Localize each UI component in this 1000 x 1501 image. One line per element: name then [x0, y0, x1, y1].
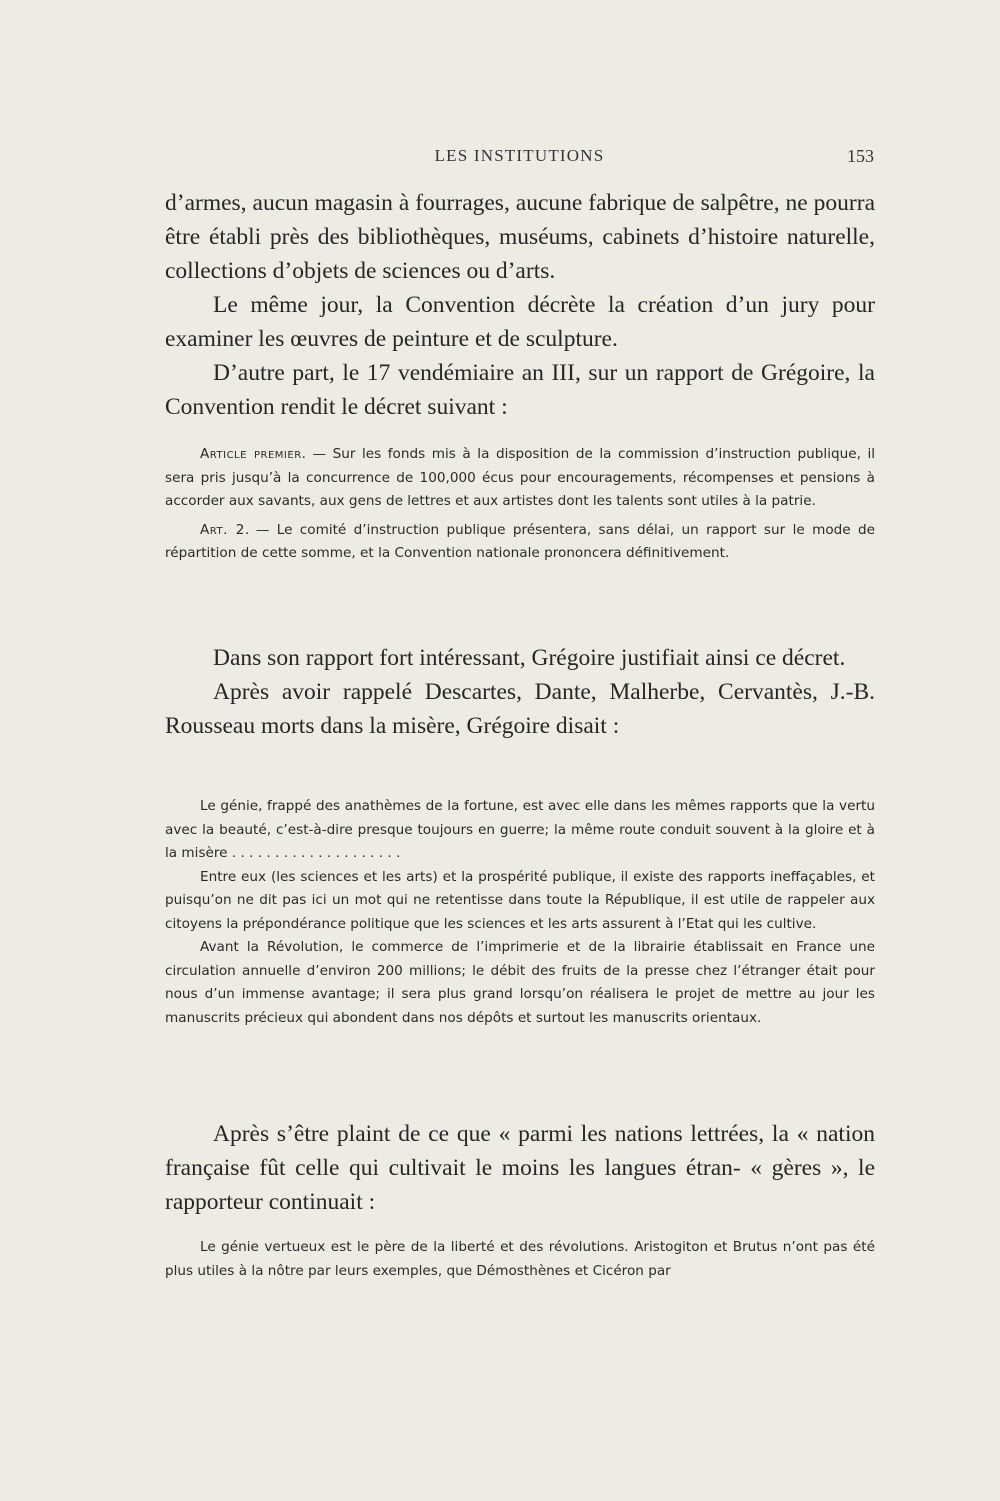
quotation-1-para-1: Le génie, frappé des anathèmes de la fortune, est avec elle dans les mêmes rapports que la vertu avec la beauté, c’est-à-dire presque toujours en guerre; la même route conduit souvent à la gloire et à la misère . . . . . . . . . . . . . . . . . . . . [165, 798, 875, 861]
article-1 [165, 443, 875, 514]
article-2 [165, 519, 875, 566]
paragraph-6: Après s’être plaint de ce que « parmi les nations lettrées, la « nation française fût celle qui cultivait le moins les langues étran- « gères », le rapporteur continuait : [165, 1121, 875, 1215]
article-1-text: — Sur les fonds mis à la disposition de la commission d’instruction publique, il sera pris jusqu’à la concurrence de 100,000 écus pour encouragements, récompenses et pensions à accorder aux savants, aux gens de lettres et aux artistes dont les talents sont utiles à la patrie. [165, 446, 876, 509]
quotation-1 [165, 795, 875, 1030]
paragraph-5: Après avoir rappelé Descartes, Dante, Malherbe, Cervantès, J.-B. Rousseau morts dans la misère, Grégoire disait : [165, 679, 875, 739]
closing-paragraph [165, 1117, 875, 1219]
article-2-label: Art. 2. [200, 521, 250, 538]
quotation-1-para-3: Avant la Révolution, le commerce de l’imprimerie et de la librairie établissait en France une circulation annuelle d’environ 200 millions; le débit des fruits de la presse chez l’étranger était pour nous d’un immense avantage; il sera plus grand lorsqu’on réalisera le projet de mettre au jour les manuscrits précieux qui abondent dans nos dépôts et surtout les manuscrits orientaux. [165, 939, 875, 1026]
article-1-label: Article premier. [200, 446, 307, 462]
middle-paragraphs [165, 641, 875, 743]
running-title: LES INSTITUTIONS [434, 146, 605, 165]
quotation-1-para-2: Entre eux (les sciences et les arts) et la prospérité publique, il existe des rapports ineffaçables, et puisqu’on ne dit pas ici un mot qui ne retentisse dans toute la République, il est utile de rappeler aux citoyens la prépondérance politique que les sciences et les arts assurent à l’Etat qui les cultive. [165, 868, 875, 932]
article-2-text: — Le comité d’instruction publique présentera, sans délai, un rapport sur le mode de répartition de cette somme, et la Convention nationale prononcera définitivement. [165, 521, 875, 561]
paragraph-3: D’autre part, le 17 vendémiaire an III, sur un rapport de Grégoire, la Convention rendit le décret suivant : [165, 360, 875, 420]
opening-paragraphs [165, 186, 875, 424]
paragraph-4: Dans son rapport fort intéressant, Grégoire justifiait ainsi ce décret. [213, 645, 846, 671]
page-number: 153 [847, 146, 874, 166]
page-header [165, 146, 874, 170]
decree-text [165, 443, 875, 566]
paragraph-1: d’armes, aucun magasin à fourrages, aucune fabrique de salpêtre, ne pourra être établi près des bibliothèques, muséums, cabinets d’histoire naturelle, collections d’objets de sciences ou d’arts. [165, 190, 875, 284]
paragraph-2: Le même jour, la Convention décrète la création d’un jury pour examiner les œuvres de peinture et de sculpture. [165, 292, 875, 352]
quotation-2 [165, 1236, 875, 1283]
quotation-2-para-1: Le génie vertueux est le père de la liberté et des révolutions. Aristogiton et Brutus n’ont pas été plus utiles à la nôtre par leurs exemples, que Démosthènes et Cicéron par [165, 1239, 875, 1279]
